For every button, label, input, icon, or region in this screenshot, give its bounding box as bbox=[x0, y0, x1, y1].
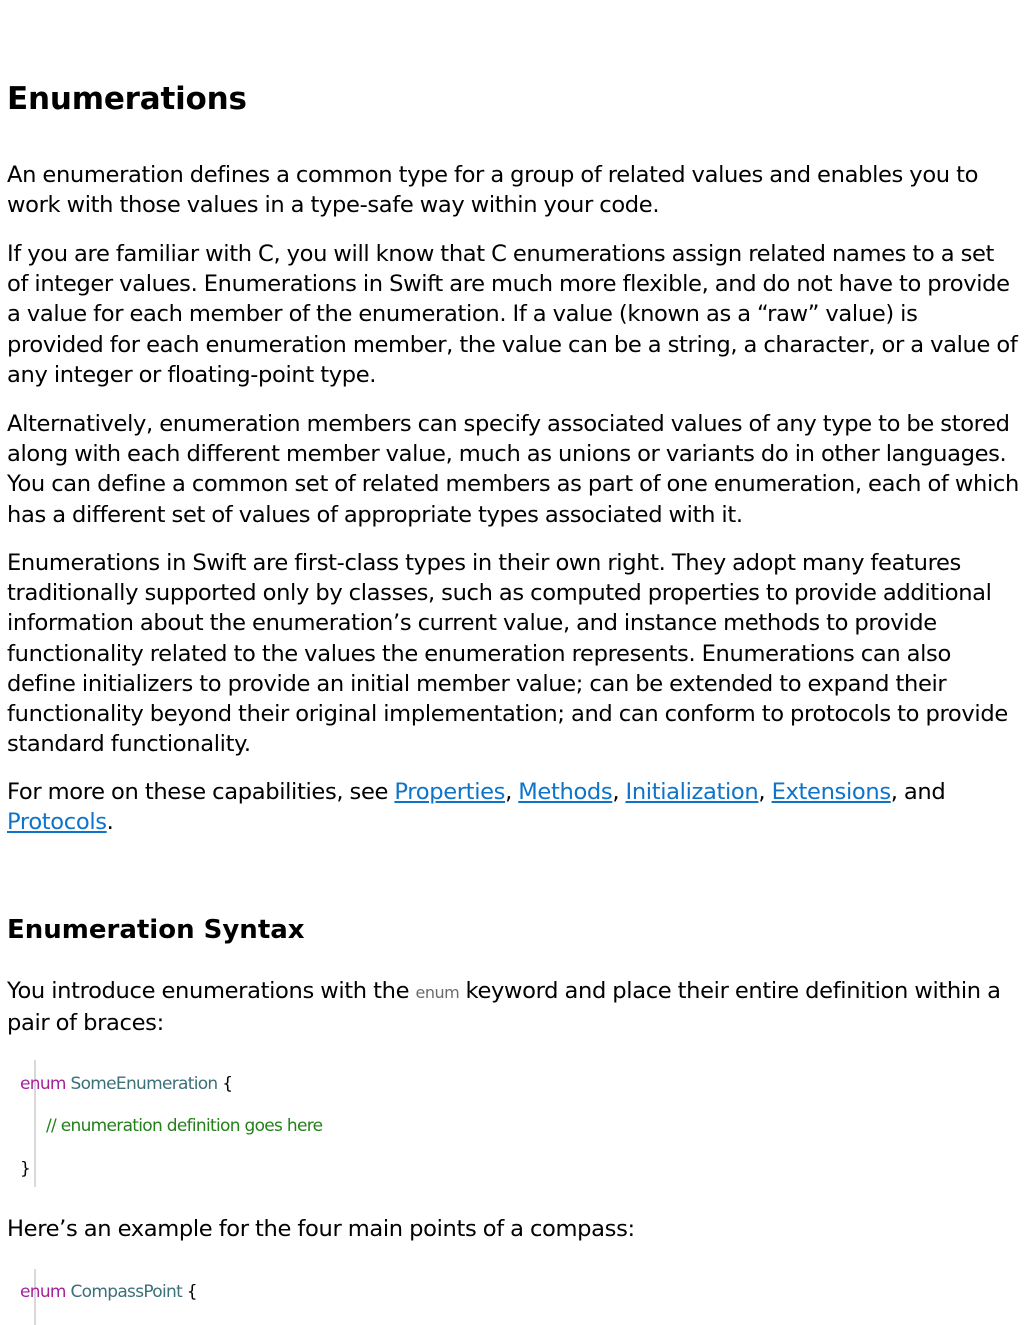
code-keyword: enum bbox=[20, 1074, 66, 1094]
see-also-prefix: For more on these capabilities, see bbox=[7, 779, 395, 805]
syntax-intro-after: keyword and place their entire definition within a pair of braces: bbox=[7, 978, 1001, 1037]
page-title: Enumerations bbox=[7, 81, 247, 117]
code-line bbox=[20, 1158, 30, 1180]
intro-paragraph-3: Alternatively, enumeration members can specify associated values of any type to be stored along with each different member value, much as unions or variants do in other languages. You can define a common set of related members as part of one enumeration, each of which has a different set of values of appropriate types associated with it. bbox=[7, 411, 1019, 528]
code-close-brace: } bbox=[20, 1159, 31, 1179]
code-open-brace: { bbox=[217, 1074, 233, 1094]
link-separator: , bbox=[505, 779, 519, 805]
code-keyword: enum bbox=[20, 1282, 66, 1302]
compass-intro-paragraph: Here’s an example for the four main points of a compass: bbox=[7, 1216, 635, 1242]
code-line bbox=[46, 1115, 322, 1137]
syntax-intro-paragraph bbox=[7, 976, 1019, 1038]
code-line bbox=[20, 1281, 197, 1303]
code-line bbox=[20, 1073, 232, 1095]
code-comment: // enumeration definition goes here bbox=[46, 1116, 323, 1136]
intro-paragraph-2: If you are familiar with C, you will know that C enumerations assign related names to a set of integer values. Enumerations in Swift are much more flexible, and do not have to provide a value for each member of the enumeration. If a value (known as a “raw” value) is provided for each enumeration member, the value can be a string, a character, or a value of any integer or floating-point type. bbox=[7, 241, 1018, 388]
link-methods[interactable]: Methods bbox=[518, 779, 613, 805]
code-block-compass-point bbox=[20, 1269, 197, 1325]
link-protocols[interactable]: Protocols bbox=[7, 809, 107, 836]
intro-paragraph-4: Enumerations in Swift are first-class types in their own right. They adopt many features traditionally supported only by classes, such as computed properties to provide additional information about the enumeration’s current value, and instance methods to provide functionality related to the values the enumeration represents. Enumerations can also define initializers to provide an initial member value; can be extended to expand their functionality beyond their original implementation; and can conform to protocols to provide standard functionality. bbox=[7, 550, 1008, 758]
link-properties[interactable]: Properties bbox=[394, 779, 506, 805]
link-extensions[interactable]: Extensions bbox=[771, 779, 891, 805]
link-and-separator: , and bbox=[890, 779, 946, 805]
section-heading-enumeration-syntax: Enumeration Syntax bbox=[7, 915, 305, 945]
intro-paragraph-1: An enumeration defines a common type for a group of related values and enables you to work with those values in a type-safe way within your code. bbox=[7, 162, 979, 219]
link-separator: , bbox=[758, 779, 772, 805]
link-separator: , bbox=[612, 779, 626, 805]
link-initialization[interactable]: Initialization bbox=[625, 779, 759, 805]
see-also-end: . bbox=[106, 809, 114, 836]
code-block-some-enumeration bbox=[20, 1060, 323, 1187]
see-also-paragraph bbox=[7, 777, 1019, 837]
code-type-name: SomeEnumeration bbox=[70, 1074, 218, 1094]
inline-code-enum: enum bbox=[415, 983, 460, 1002]
syntax-intro-before: You introduce enumerations with the bbox=[7, 978, 416, 1004]
code-type-name: CompassPoint bbox=[70, 1282, 183, 1302]
code-open-brace: { bbox=[182, 1282, 197, 1302]
